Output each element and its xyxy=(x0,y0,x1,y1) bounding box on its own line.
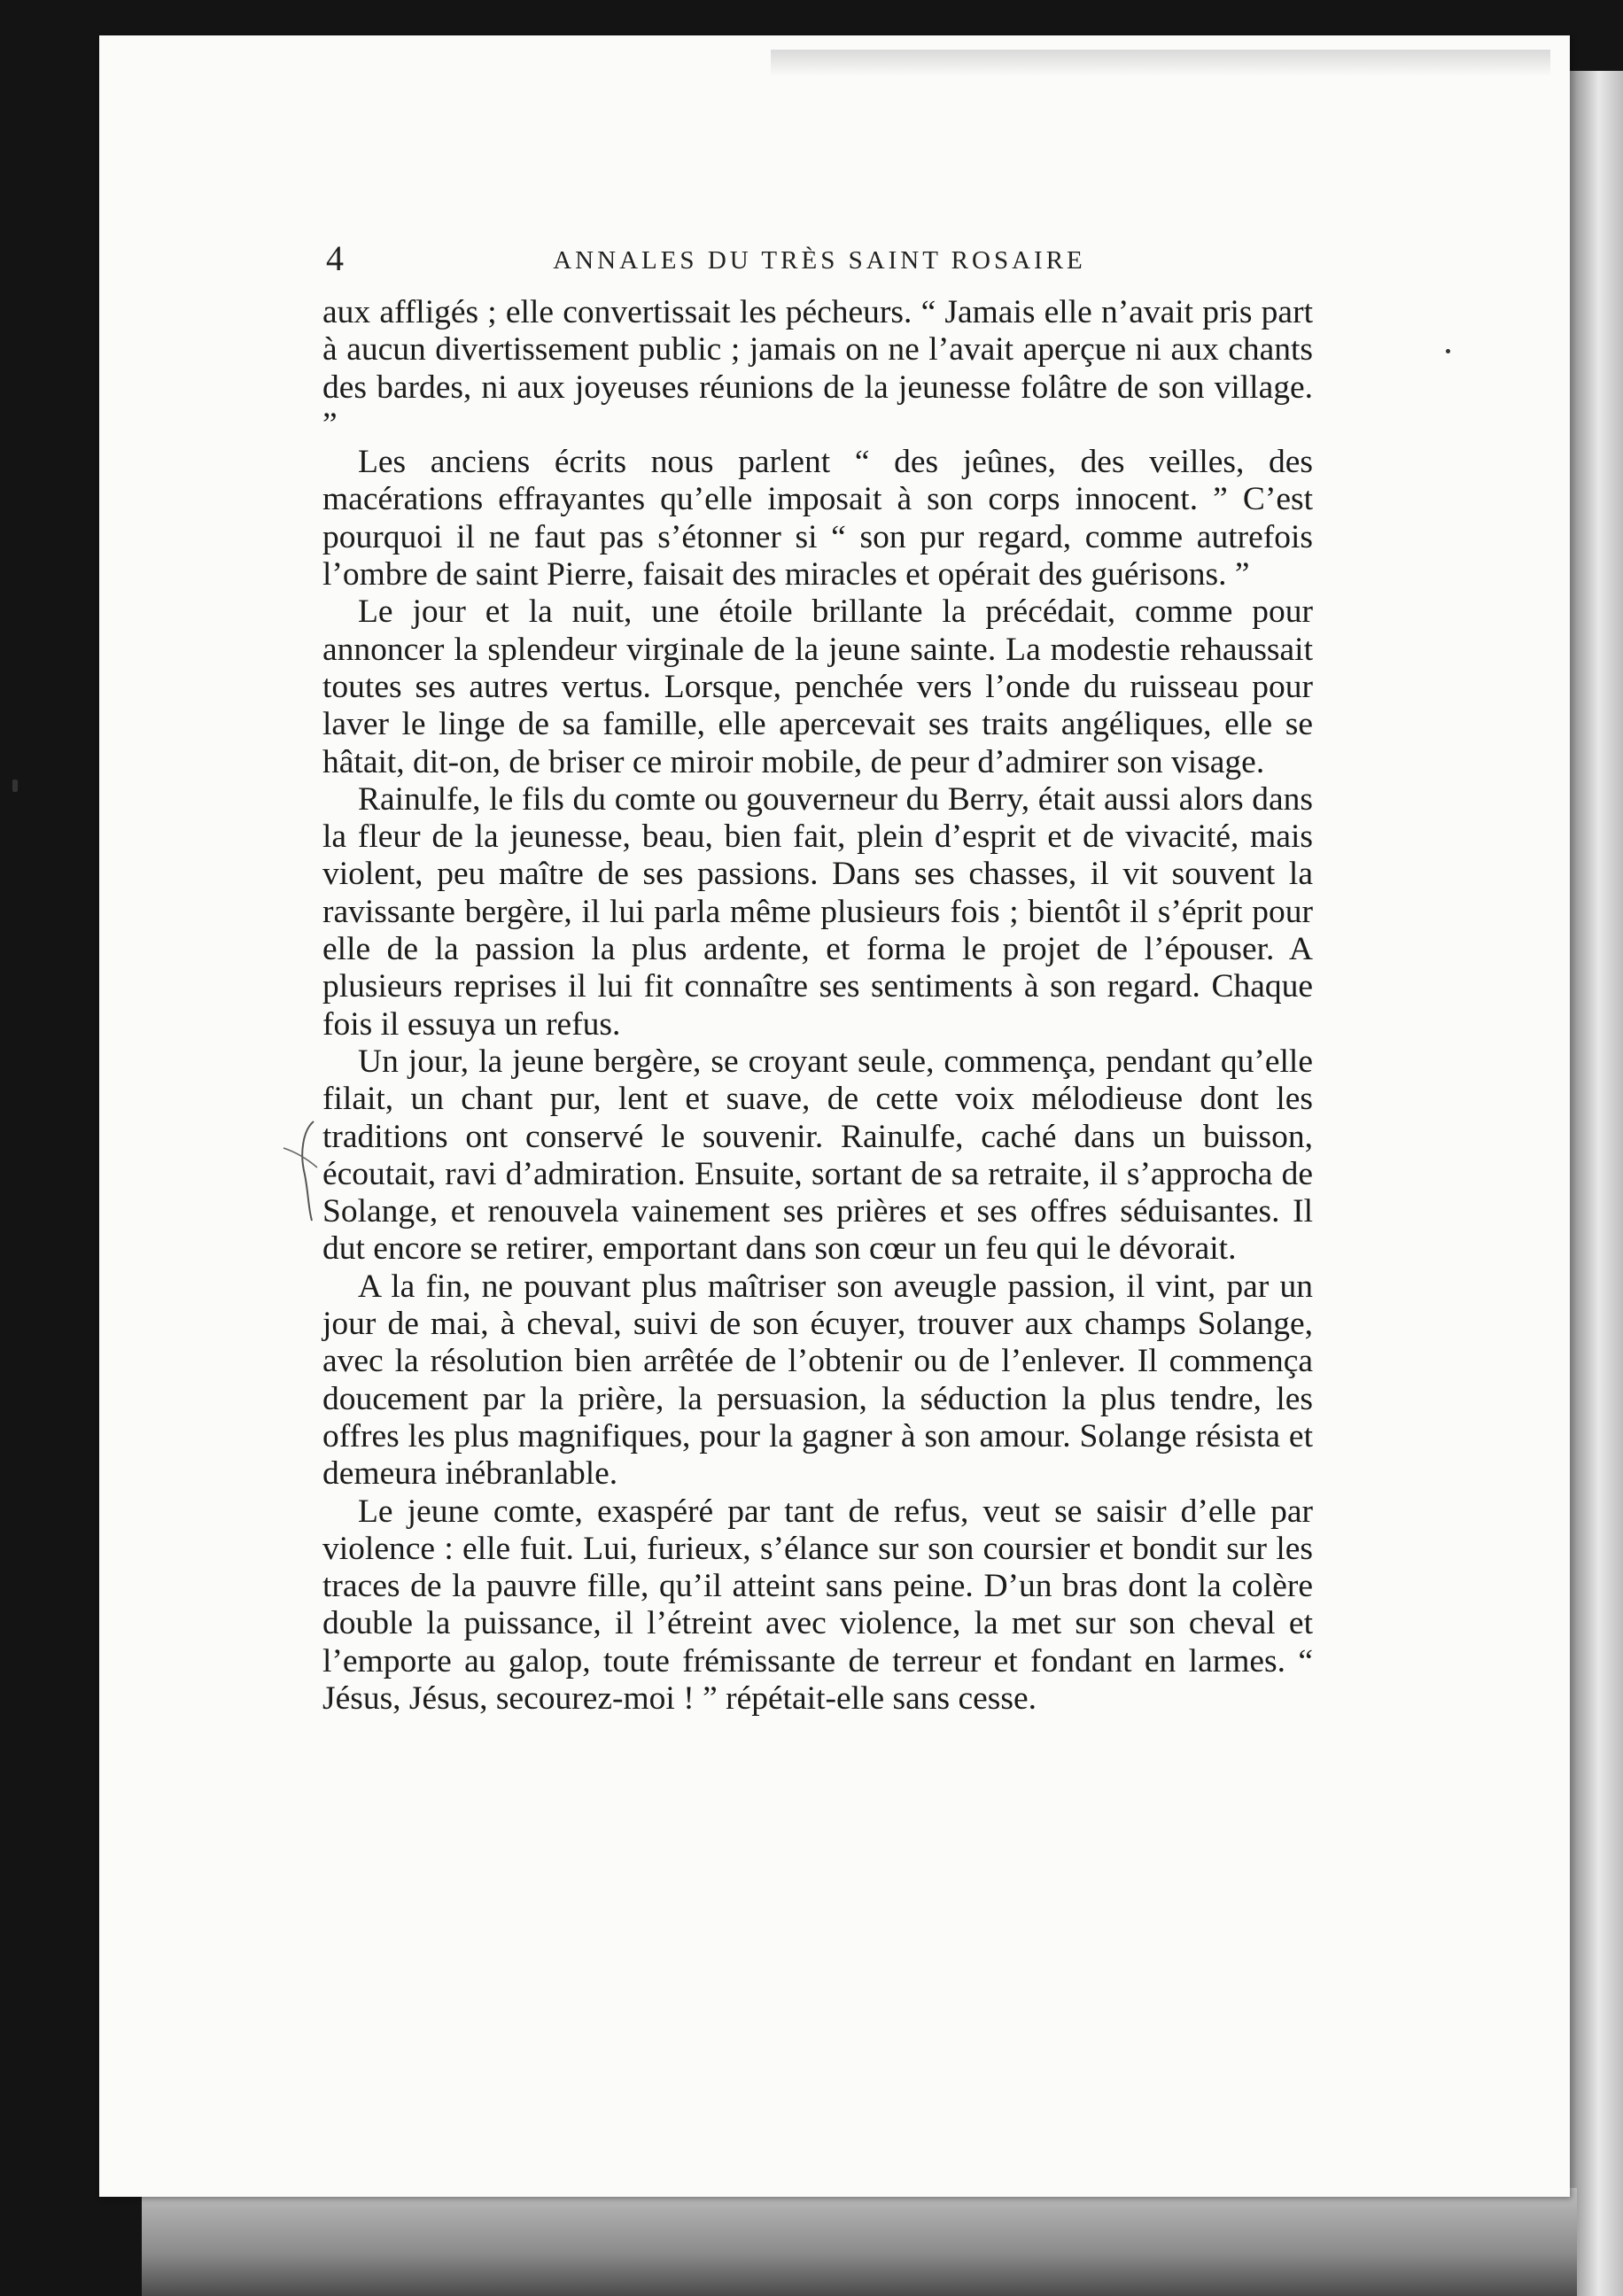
running-header xyxy=(326,234,1313,287)
book-bottom-edge xyxy=(142,2188,1577,2296)
scan-speck xyxy=(12,780,18,792)
paragraph-2: Les anciens écrits nous parlent “ des jeûnes, des veilles, des macérations effrayantes qu’elle imposait à son corps innocent. ” C’est pourquoi il ne faut pas s’étonner si “ son pur regard, comme autrefois l’ombre de saint Pierre, faisait des miracles et opérait des guérisons. ” xyxy=(322,444,1313,593)
paragraph-6: A la fin, ne pouvant plus maîtriser son aveugle passion, il vint, par un jour de mai, à cheval, suivi de son écuyer, trouver aux champs Solange, avec la résolution bien arrêtée de l’obtenir ou de l’enlever. Il commença doucement par la prière, la persuasion, la séduction la plus tendre, les offres les plus magnifiques, pour la gagner à son amour. Solange résista et demeura inébranlable. xyxy=(322,1268,1313,1493)
page-number: 4 xyxy=(326,238,344,278)
scan-speck xyxy=(1446,349,1450,353)
page-top-shadow xyxy=(771,50,1550,76)
paragraph-3: Le jour et la nuit, une étoile brillante la précédait, comme pour annoncer la splendeur virginale de la jeune sainte. La modestie rehaussait toutes ses autres vertus. Lorsque, penchée vers l’onde du ruisseau pour laver le linge de sa famille, elle apercevait ses traits angéliques, elle se hâtait, dit-on, de briser ce miroir mobile, de peur d’admirer son visage. xyxy=(322,593,1313,780)
running-title: ANNALES DU TRÈS SAINT ROSAIRE xyxy=(553,246,1086,275)
pencil-margin-mark xyxy=(282,1118,344,1224)
paragraph-5: Un jour, la jeune bergère, se croyant seule, commença, pendant qu’elle filait, un chant pur, lent et suave, de cette voix mélodieuse dont les traditions ont conservé le souvenir. Rainulfe, caché dans un buisson, écoutait, ravi d’admiration. Ensuite, sortant de sa retraite, il s’approcha de Solange, et renouvela vainement ses prières et ses offres séduisantes. Il dut encore se retirer, emportant dans son cœur un feu qui le dévorait. xyxy=(322,1043,1313,1268)
paragraph-4: Rainulfe, le fils du comte ou gouverneur du Berry, était aussi alors dans la fleur de la jeunesse, beau, bien fait, plein d’esprit et de vivacité, mais violent, peu maître de ses passions. Dans ses chasses, il vit souvent la ravissante bergère, il lui parla même plusieurs fois ; bientôt il s’éprit pour elle de la passion la plus ardente, et forma le projet de l’épouser. A plusieurs reprises il lui fit connaître ses sentiments à son regard. Chaque fois il essuya un refus. xyxy=(322,780,1313,1043)
paragraph-1: aux affligés ; elle convertissait les pécheurs. “ Jamais elle n’avait pris part à aucun divertissement public ; jamais on ne l’avait aperçue ni aux chants des bardes, ni aux joyeuses réunions de la jeunesse folâtre de son village. ” xyxy=(322,294,1313,443)
body-text xyxy=(322,294,1313,1718)
paragraph-7: Le jeune comte, exaspéré par tant de refus, veut se saisir d’elle par violence : elle fuit. Lui, furieux, s’élance sur son coursier et bondit sur les traces de la pauvre fille, qu’il atteint sans peine. D’un bras dont la colère double la puissance, il l’étreint avec violence, la met sur son cheval et l’emporte au galop, toute frémissante de terreur et fondant en larmes. “ Jésus, Jésus, secourez-moi ! ” répétait-elle sans cesse. xyxy=(322,1493,1313,1717)
